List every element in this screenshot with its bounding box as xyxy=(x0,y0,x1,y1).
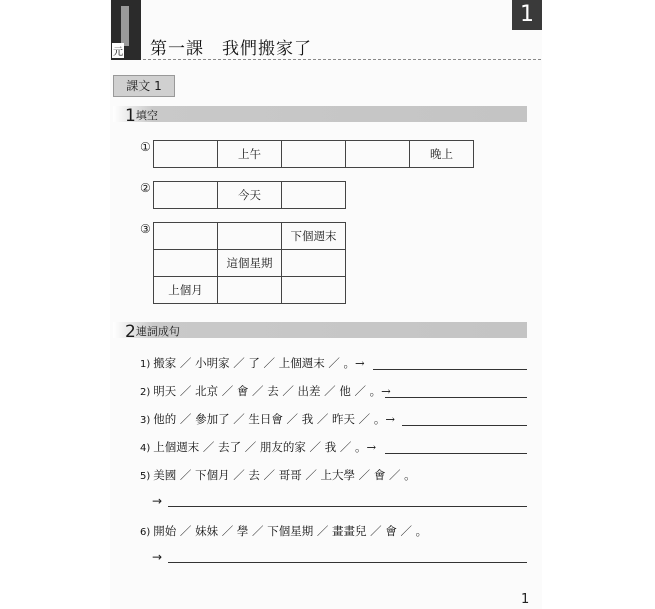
answer-line-3[interactable] xyxy=(402,425,527,426)
grid-cell[interactable]: 今天 xyxy=(218,182,282,209)
unit-label: 元 xyxy=(112,43,124,58)
page-number: 1 xyxy=(521,592,530,607)
grid-cell[interactable]: 上個月 xyxy=(154,277,218,304)
grid-cell[interactable] xyxy=(154,182,218,209)
section-label: 連詞成句 xyxy=(135,325,180,338)
marker-2: ② xyxy=(140,181,151,195)
answer-line-6[interactable] xyxy=(168,562,527,563)
grid-cell[interactable] xyxy=(282,250,346,277)
marker-3: ③ xyxy=(140,222,151,236)
grid-cell[interactable] xyxy=(154,141,218,168)
answer-line-5[interactable] xyxy=(168,506,527,507)
grid-cell[interactable] xyxy=(154,223,218,250)
grid-cell[interactable]: 上午 xyxy=(218,141,282,168)
question-6: 6) 開始 ／ 妹妹 ／ 學 ／ 下個星期 ／ 畫畫兒 ／ 會 ／ 。 xyxy=(140,524,428,538)
grid-cell[interactable] xyxy=(282,182,346,209)
lesson-title: 第一課 我們搬家了 xyxy=(150,39,312,59)
question-2: 2) 明天 ／ 北京 ／ 會 ／ 去 ／ 出差 ／ 他 ／ 。→ xyxy=(140,384,391,398)
question-3: 3) 他的 ／ 參加了 ／ 生日會 ／ 我 ／ 昨天 ／ 。→ xyxy=(140,412,395,426)
title-divider xyxy=(143,59,541,60)
question-4: 4) 上個週末 ／ 去了 ／ 朋友的家 ／ 我 ／ 。→ xyxy=(140,440,377,454)
answer-line-1[interactable] xyxy=(373,369,527,370)
section-label: 填空 xyxy=(135,109,158,122)
grid-cell[interactable] xyxy=(218,223,282,250)
fill-grid-3 xyxy=(153,222,346,304)
grid-cell[interactable] xyxy=(346,141,410,168)
grid-cell[interactable] xyxy=(154,250,218,277)
grid-cell[interactable]: 這個星期 xyxy=(218,250,282,277)
arrow-6: → xyxy=(152,550,163,564)
section-header-build-sentences xyxy=(113,322,527,342)
answer-line-4[interactable] xyxy=(385,453,527,454)
marker-1: ① xyxy=(140,140,151,154)
grid-cell[interactable] xyxy=(218,277,282,304)
section-number: 2 xyxy=(125,322,136,342)
question-1: 1) 搬家 ／ 小明家 ／ 了 ／ 上個週末 ／ 。→ xyxy=(140,356,365,370)
grid-cell[interactable]: 下個週末 xyxy=(282,223,346,250)
answer-line-2[interactable] xyxy=(385,397,527,398)
arrow-5: → xyxy=(152,494,163,508)
section-header-fill-blank xyxy=(113,106,527,126)
question-5: 5) 美國 ／ 下個月 ／ 去 ／ 哥哥 ／ 上大學 ／ 會 ／ 。 xyxy=(140,468,416,482)
grid-cell[interactable] xyxy=(282,277,346,304)
fill-grid-1 xyxy=(153,140,474,168)
grid-cell[interactable]: 晚上 xyxy=(410,141,474,168)
lesson-tag: 課文 1 xyxy=(113,75,175,97)
grid-cell[interactable] xyxy=(282,141,346,168)
fill-grid-2 xyxy=(153,181,346,209)
unit-number-block: 1 xyxy=(512,0,542,30)
section-number: 1 xyxy=(125,106,136,126)
unit-tab-notch xyxy=(121,6,129,46)
